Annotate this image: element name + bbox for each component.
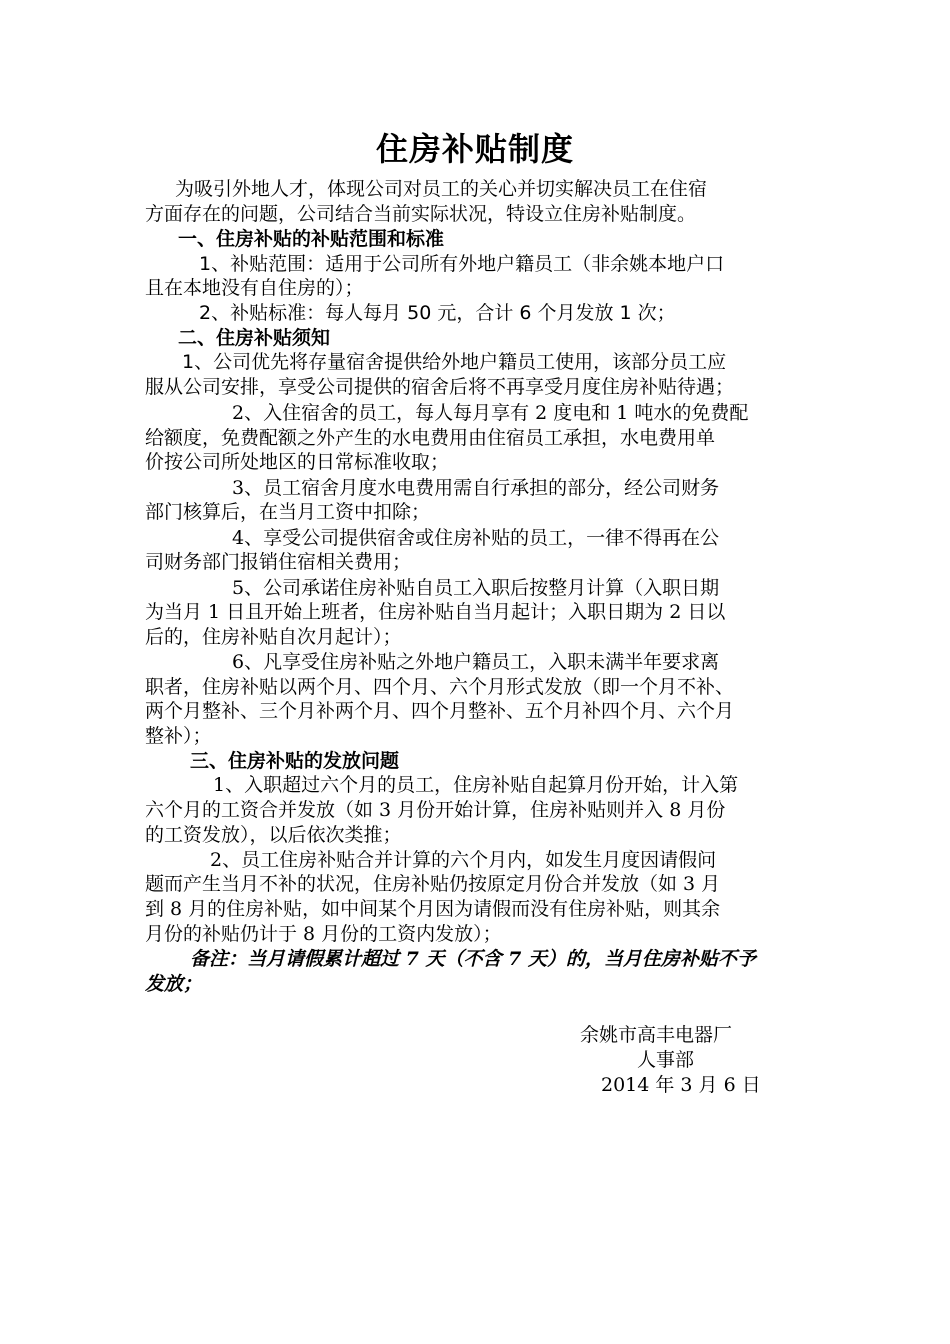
section-2-item-3-line-1: 3、员工宿舍月度水电费用需自行承担的部分，经公司财务 (232, 477, 720, 499)
signature-company: 余姚市高丰电器厂 (580, 1024, 733, 1046)
section-3-item-1-line-2: 六个月的工资合并发放（如 3 月份开始计算，住房补贴则并入 8 月份 (145, 799, 726, 821)
section-3-heading: 三、住房补贴的发放问题 (190, 750, 400, 772)
section-2-item-2-line-2: 给额度，免费配额之外产生的水电费用由住宿员工承担，水电费用单 (145, 427, 716, 449)
section-1-item-2: 2、补贴标准：每人每月 50 元，合计 6 个月发放 1 次； (199, 302, 676, 324)
note-line-2: 发放； (145, 973, 203, 995)
section-3-item-2-line-4: 月份的补贴仍计于 8 月份的工资内发放）； (145, 923, 502, 945)
note-line-1: 备注：当月请假累计超过 7 天（不含 7 天）的，当月住房补贴不予 (190, 948, 756, 970)
section-2-item-6-line-2: 职者，住房补贴以两个月、四个月、六个月形式发放（即一个月不补、 (145, 676, 735, 698)
section-2-item-6-line-4: 整补）； (145, 725, 212, 747)
section-2-item-5-line-1: 5、公司承诺住房补贴自员工入职后按整月计算（入职日期 (232, 577, 720, 599)
section-2-item-2-line-1: 2、入住宿舍的员工，每人每月享有 2 度电和 1 吨水的免费配 (232, 402, 749, 424)
section-2-item-1-line-1: 1、公司优先将存量宿舍提供给外地户籍员工使用，该部分员工应 (182, 351, 727, 373)
section-3-item-2-line-3: 到 8 月的住房补贴，如中间某个月因为请假而没有住房补贴，则其余 (145, 898, 721, 920)
section-2-item-6-line-1: 6、凡享受住房补贴之外地户籍员工，入职未满半年要求离 (232, 651, 720, 673)
signature-department: 人事部 (637, 1049, 695, 1071)
section-3-item-2-line-1: 2、员工住房补贴合并计算的六个月内，如发生月度因请假问 (210, 849, 717, 871)
section-3-item-1-line-3: 的工资发放），以后依次类推； (145, 824, 402, 846)
section-2-heading: 二、住房补贴须知 (178, 327, 331, 349)
section-2-item-4-line-1: 4、享受公司提供宿舍或住房补贴的员工，一律不得再在公 (232, 527, 720, 549)
section-1-item-1-line-2: 且在本地没有自住房的）； (145, 277, 364, 299)
section-2-item-5-line-3: 后的，住房补贴自次月起计）； (145, 626, 402, 648)
section-2-item-2-line-3: 价按公司所处地区的日常标准收取； (145, 451, 450, 473)
section-2-item-3-line-2: 部门核算后，在当月工资中扣除； (145, 501, 431, 523)
section-3-item-2-line-2: 题而产生当月不补的状况，住房补贴仍按原定月份合并发放（如 3 月 (145, 873, 721, 895)
section-2-item-1-line-2: 服从公司安排，享受公司提供的宿舍后将不再享受月度住房补贴待遇； (145, 376, 735, 398)
document-title: 住房补贴制度 (375, 130, 574, 168)
section-1-heading: 一、住房补贴的补贴范围和标准 (178, 228, 445, 250)
section-2-item-4-line-2: 司财务部门报销住宿相关费用； (145, 551, 412, 573)
intro-line-2: 方面存在的问题，公司结合当前实际状况，特设立住房补贴制度。 (145, 203, 697, 225)
section-1-item-1-line-1: 1、补贴范围：适用于公司所有外地户籍员工（非余姚本地户口 (199, 253, 725, 275)
section-2-item-6-line-3: 两个月整补、三个月补两个月、四个月整补、五个月补四个月、六个月 (145, 700, 735, 722)
section-2-item-5-line-2: 为当月 1 日且开始上班者，住房补贴自当月起计；入职日期为 2 日以 (145, 601, 726, 623)
signature-date: 2014 年 3 月 6 日 (601, 1074, 761, 1096)
section-3-item-1-line-1: 1、入职超过六个月的员工，住房补贴自起算月份开始，计入第 (213, 774, 739, 796)
intro-line-1: 为吸引外地人才，体现公司对员工的关心并切实解决员工在住宿 (175, 178, 708, 200)
